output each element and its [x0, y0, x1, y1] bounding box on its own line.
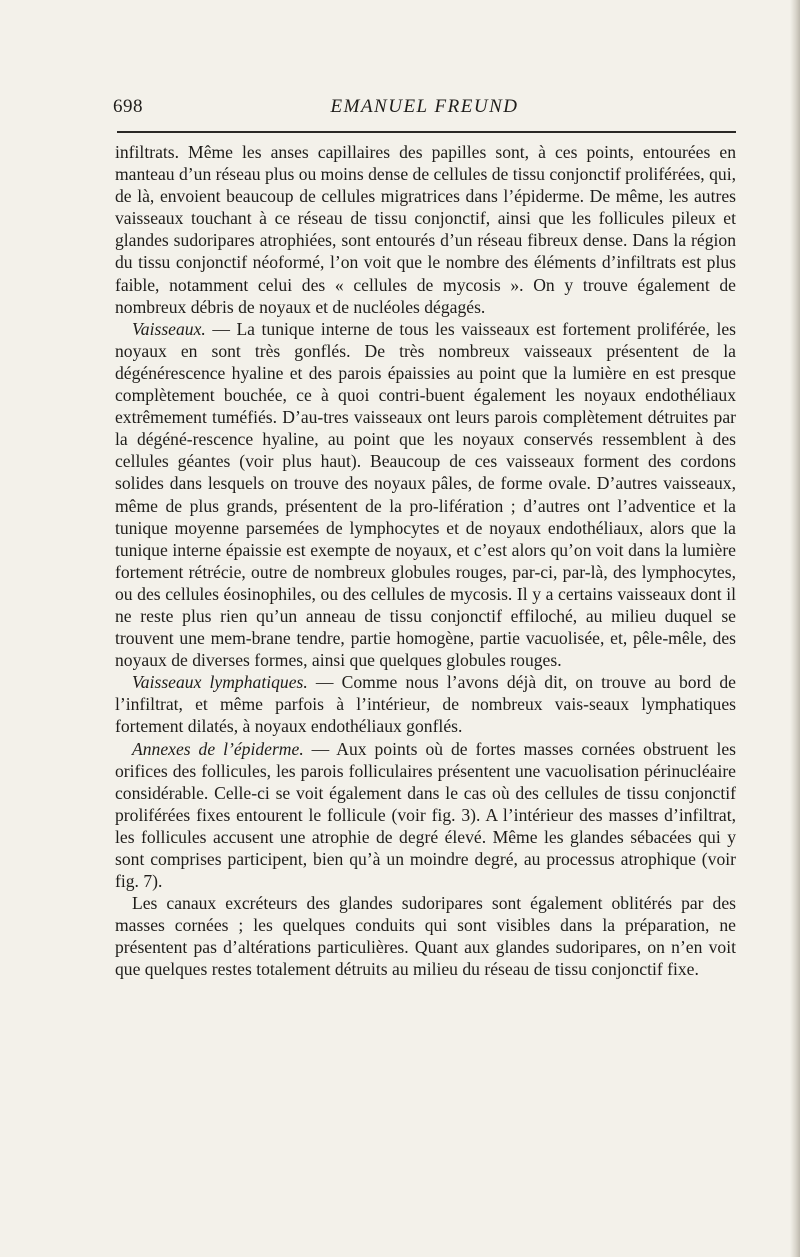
header-rule	[117, 131, 736, 133]
paragraph-vaisseaux	[115, 318, 736, 672]
page-edge-shadow	[790, 0, 800, 1257]
paragraph-text: — Aux points où de fortes masses cornées obstruent les orifices des follicules, les parois folliculaires présentent une vacuolisation périnucléaire considérable. Celle-ci se voit également dans le cas où des cellules de tissu conjonctif proliférées fixes entourent le follicule (voir fig. 3). A l’intérieur des masses d’infiltrat, les follicules accusent une atrophie de degré élevé. Même les glandes sébacées qui y sont comprises participent, bien qu’à un moindre degré, au processus atrophique (voir fig. 7).	[115, 738, 736, 892]
paragraph-text: Les canaux excréteurs des glandes sudoripares sont également oblitérés par des masses cornées ; les quelques conduits qui sont visibles dans la préparation, ne présentent pas d’altérations particulières. Quant aux glandes sudoripares, on n’en voit que quelques restes totalement détruits au milieu du réseau de tissu conjonctif fixe.	[115, 893, 736, 980]
paragraph-text: infiltrats. Même les anses capillaires des papilles sont, à ces points, entourées en manteau d’un réseau plus ou moins dense de cellules de tissu conjonctif proliférées, qui, de là, envoient beaucoup de cellules migratrices dans l’épiderme. De même, les autres vaisseaux touchant à ce réseau de tissu conjonctif, ainsi que les follicules pileux et glandes sudoripares atrophiées, sont entourés d’un réseau fibreux dense. Dans la région du tissu conjonctif néoformé, l’on voit que le nombre des éléments d’infiltrats est plus faible, notamment celui des « cellules de mycosis ». On y trouve également de nombreux débris de noyaux et de nucléoles dégagés.	[115, 142, 736, 317]
section-lead-vaisseaux-lymphatiques: Vaisseaux lymphatiques.	[132, 672, 308, 693]
paragraph-vaisseaux-lymphatiques	[115, 671, 736, 737]
paragraph-canaux-excreteurs	[115, 892, 736, 980]
body-text	[115, 141, 736, 981]
running-head: EMANUEL FREUND	[330, 96, 519, 117]
paragraph-text: — La tunique interne de tous les vaisseaux est fortement proliférée, les noyaux en sont très gonflés. De très nombreux vaisseaux présentent de la dégénérescence hyaline et des parois épaissies au point que la lumière en est presque complètement bouchée, ce à quoi contri-buent également les noyaux endothéliaux extrêmement tuméfiés. D’au-tres vaisseaux ont leurs parois complètement détruites par la dégéné-rescence hyaline, au point que les noyaux conservés ressemblent à des cellules géantes (voir plus haut). Beaucoup de ces vaisseaux forment des cordons solides dans lesquels on trouve des noyaux pâles, de forme ovale. D’autres vaisseaux, même de plus grands, présentent de la pro-lifération ; d’autres ont l’adventice et la tunique moyenne parsemées de lymphocytes et de noyaux endothéliaux, alors que la tunique interne épaissie est exempte de noyaux, et c’est alors qu’on voit dans la lumière fortement rétrécie, outre de nombreux globules rouges, par-ci, par-là, des lymphocytes, ou des cellules éosinophiles, ou des cellules de mycosis. Il y a certains vaisseaux dont il ne reste plus rien qu’un anneau de tissu conjonctif effiloché, au milieu duquel se trouvent une mem-brane tendre, partie homogène, partie vacuolisée, et, pêle-mêle, des noyaux de diverses formes, ainsi que quelques globules rouges.	[115, 318, 736, 671]
paragraph-text: — Comme nous l’avons déjà dit, on trouve au bord de l’infiltrat, et même parfois à l’intérieur, de nombreux vais-seaux lymphatiques fortement dilatés, à noyaux endothéliaux gonflés.	[115, 672, 736, 737]
page-header	[113, 96, 736, 122]
section-lead-annexes: Annexes de l’épiderme.	[132, 738, 304, 759]
paragraph-annexes	[115, 738, 736, 893]
section-lead-vaisseaux: Vaisseaux.	[132, 318, 206, 339]
page-number: 698	[113, 96, 143, 117]
paragraph-infiltrats	[115, 141, 736, 318]
